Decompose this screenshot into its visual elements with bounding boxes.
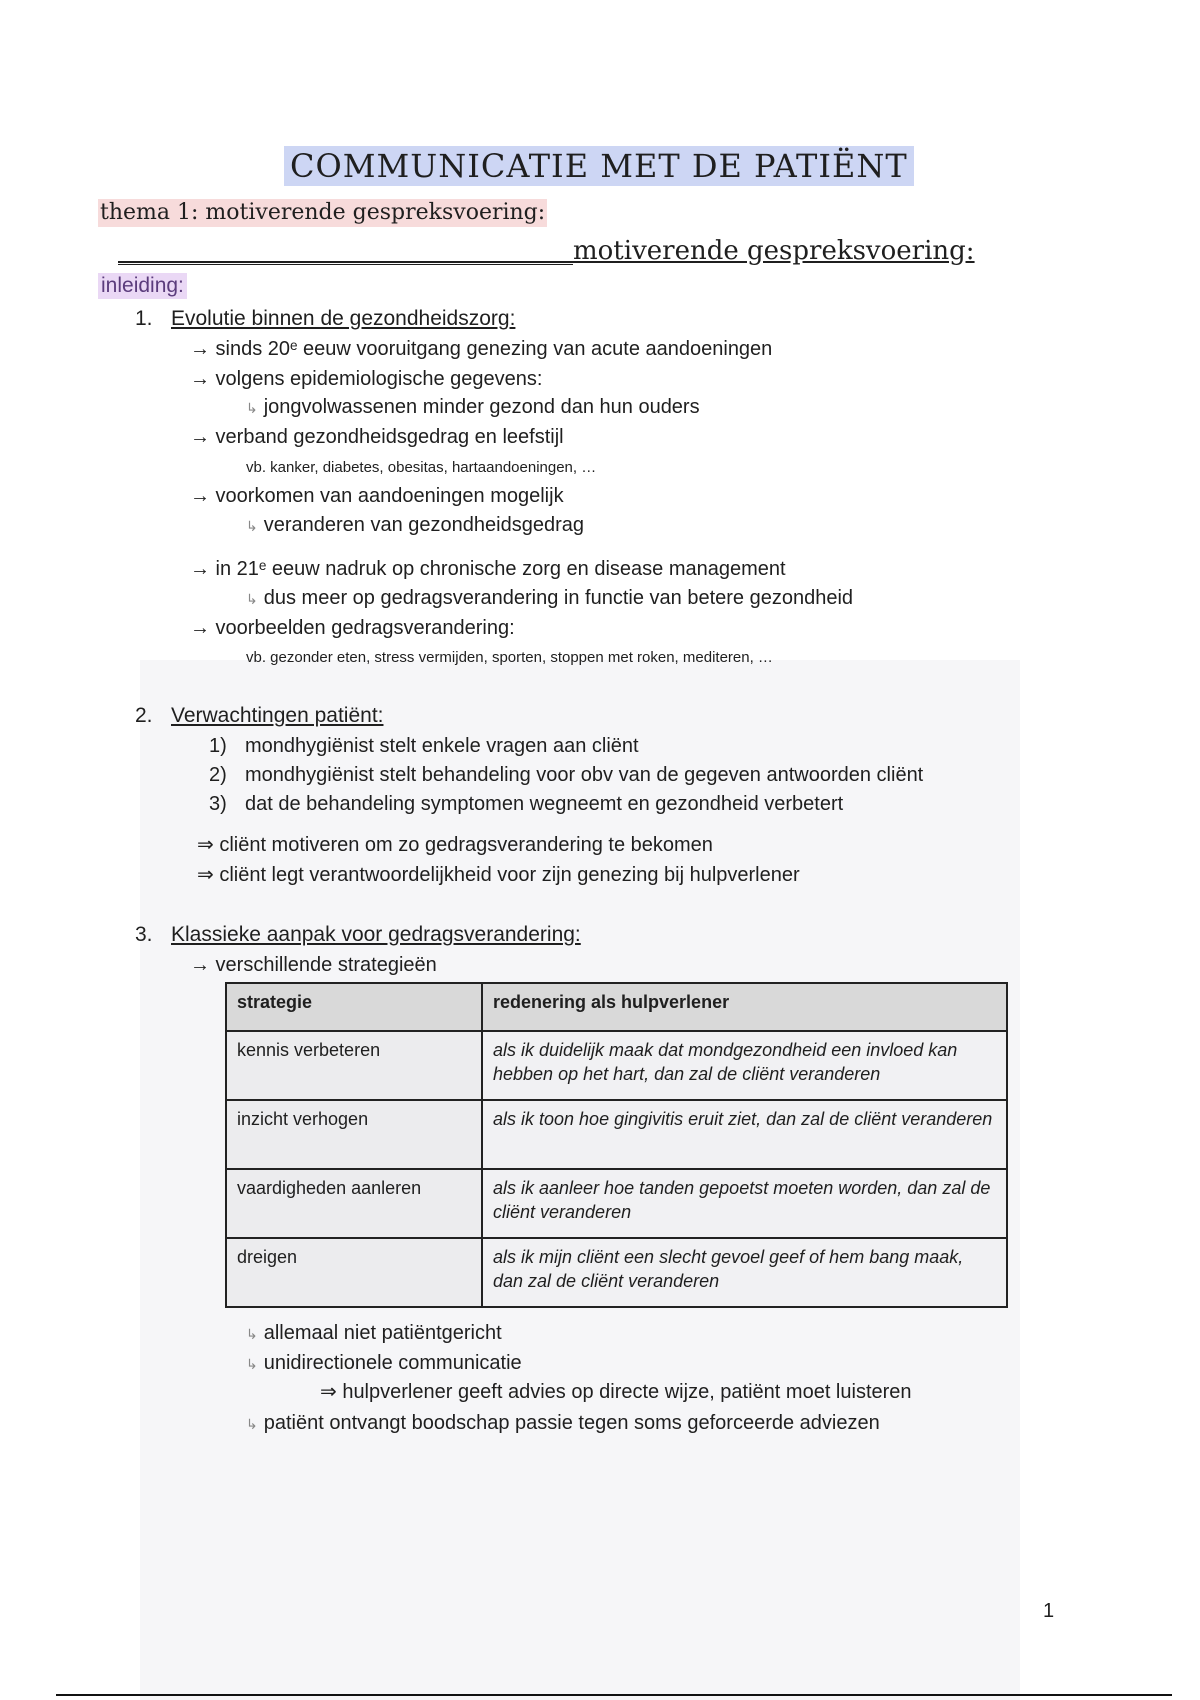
conclusion-item: ⇒ cliënt legt verantwoordelijkheid voor zijn genezing bij hulpverlener: [197, 864, 800, 886]
list-item: → voorbeelden gedragsverandering:: [190, 617, 515, 639]
table-cell: dreigen: [226, 1238, 482, 1307]
table-cell: als ik duidelijk maak dat mondgezondheid een invloed kan hebben op het hart, dan zal de cliënt veranderen: [482, 1031, 1007, 1100]
numbered-item: [209, 791, 843, 817]
list-item: [246, 585, 853, 612]
hook-arrow-icon: ↳: [246, 1416, 258, 1432]
list-item-text: veranderen van gezondheidsgedrag: [263, 514, 584, 536]
footer-rule: [56, 1694, 1172, 1696]
conclusion-item: ⇒ hulpverlener geeft advies op directe wijze, patiënt moet luisteren: [320, 1381, 912, 1403]
table-cell: als ik aanleer hoe tanden gepoetst moeten worden, dan zal de cliënt veranderen: [482, 1169, 1007, 1238]
list-item: → voorkomen van aandoeningen mogelijk: [190, 485, 564, 507]
item-number: 1): [209, 735, 227, 757]
table-cell: als ik toon hoe gingivitis eruit ziet, dan zal de cliënt veranderen: [482, 1100, 1007, 1169]
section-1-heading: [135, 306, 515, 332]
item-text: dat de behandeling symptomen wegneemt en gezondheid verbetert: [245, 793, 844, 815]
table-cell: vaardigheden aanleren: [226, 1169, 482, 1238]
list-item-text: unidirectionele communicatie: [263, 1352, 522, 1374]
list-item: [246, 1320, 502, 1347]
list-item: [246, 1350, 522, 1377]
hook-arrow-icon: ↳: [246, 400, 258, 416]
section-label: Evolutie binnen de gezondheidszorg:: [171, 307, 516, 330]
table-header: redenering als hulpverlener: [482, 983, 1007, 1031]
subheading-line: ___________________________________: [118, 236, 573, 266]
list-item: [246, 394, 700, 421]
table-header: strategie: [226, 983, 482, 1031]
table-row: [226, 1031, 1007, 1100]
hook-arrow-icon: ↳: [246, 1326, 258, 1342]
table-cell: inzicht verhogen: [226, 1100, 482, 1169]
list-item-text: allemaal niet patiëntgericht: [263, 1322, 502, 1344]
list-item: → verschillende strategieën: [190, 954, 437, 976]
table-cell: kennis verbeteren: [226, 1031, 482, 1100]
numbered-item: [209, 762, 923, 788]
conclusion-item: ⇒ cliënt motiveren om zo gedragsverandering te bekomen: [197, 834, 713, 856]
item-number: 2): [209, 764, 227, 786]
section-label: Klassieke aanpak voor gedragsverandering:: [171, 923, 581, 946]
table-cell: als ik mijn cliënt een slecht gevoel geef of hem bang maak, dan zal de cliënt veranderen: [482, 1238, 1007, 1307]
example-note: vb. kanker, diabetes, obesitas, hartaandoeningen, …: [246, 459, 597, 476]
list-item: → verband gezondheidsgedrag en leefstijl: [190, 426, 564, 448]
subheading: [118, 234, 975, 268]
section-number: 2.: [135, 704, 153, 727]
table-header-row: [226, 983, 1007, 1031]
section-label: Verwachtingen patiënt:: [171, 704, 384, 727]
subheading-text: motiverende gespreksvoering:: [573, 236, 975, 266]
list-item: → sinds 20ᵉ eeuw vooruitgang genezing van acute aandoeningen: [190, 338, 773, 360]
list-item: [246, 512, 584, 539]
page-number: 1: [1043, 1600, 1055, 1622]
table-row: [226, 1169, 1007, 1238]
hook-arrow-icon: ↳: [246, 1356, 258, 1372]
example-note: vb. gezonder eten, stress vermijden, sporten, stoppen met roken, mediteren, …: [246, 649, 773, 666]
strategy-table: [225, 982, 1008, 1308]
hook-arrow-icon: ↳: [246, 518, 258, 534]
item-text: mondhygiënist stelt behandeling voor obv van de gegeven antwoorden cliënt: [245, 764, 924, 786]
section-2-heading: [135, 703, 383, 729]
list-item: [246, 1410, 880, 1437]
item-text: mondhygiënist stelt enkele vragen aan cliënt: [245, 735, 639, 757]
section-number: 3.: [135, 923, 153, 946]
list-item-text: jongvolwassenen minder gezond dan hun ouders: [263, 396, 700, 418]
inleiding-label: inleiding:: [98, 273, 187, 299]
list-item: → in 21ᵉ eeuw nadruk op chronische zorg en disease management: [190, 558, 786, 580]
table-row: [226, 1100, 1007, 1169]
list-item: → volgens epidemiologische gegevens:: [190, 368, 543, 390]
section-number: 1.: [135, 307, 153, 330]
theme-heading: thema 1: motiverende gespreksvoering:: [100, 200, 546, 225]
list-item-text: dus meer op gedragsverandering in functie van betere gezondheid: [263, 587, 854, 609]
list-item-text: patiënt ontvangt boodschap passie tegen soms geforceerde adviezen: [263, 1412, 880, 1434]
page-title: COMMUNICATIE MET DE PATIËNT: [284, 146, 914, 186]
numbered-item: [209, 733, 639, 759]
section-3-heading: [135, 922, 581, 948]
hook-arrow-icon: ↳: [246, 591, 258, 607]
table-row: [226, 1238, 1007, 1307]
item-number: 3): [209, 793, 227, 815]
